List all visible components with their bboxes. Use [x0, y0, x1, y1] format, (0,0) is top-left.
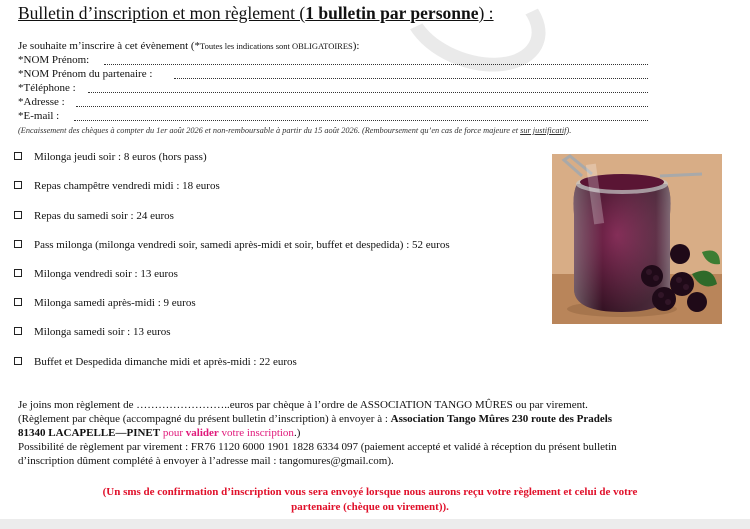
option-pass-milonga[interactable] [14, 239, 450, 251]
payment-line-5: d’inscription dûment complété à envoyer à l’adresse mail : tangomures@gmail.com). [18, 455, 394, 467]
refund-note [18, 126, 571, 135]
address-field-input[interactable] [76, 106, 648, 107]
option-label: Milonga jeudi soir : 8 euros (hors pass) [34, 151, 207, 163]
association-address: Association Tango Mûres 230 route des Pradels [390, 413, 613, 425]
intro-main: Je souhaite m’inscrire à cet évènement (* [18, 40, 201, 52]
option-repas-vendredi[interactable] [14, 180, 220, 192]
payment-line-2 [18, 413, 612, 425]
phone-field-input[interactable] [88, 92, 648, 93]
partner-field-label: *NOM Prénom du partenaire : [18, 68, 153, 80]
checkbox[interactable] [14, 152, 22, 160]
jar-of-blackberry-jam-photo [552, 154, 722, 324]
name-field-input[interactable] [104, 64, 648, 65]
name-field-label: *NOM Prénom: [18, 54, 90, 66]
intro-small: Toutes les indications sont OBLIGATOIRES [200, 41, 353, 51]
option-repas-samedi[interactable] [14, 210, 174, 222]
payment-line-3-end: .) [293, 427, 301, 439]
option-milonga-samedi-apm[interactable] [14, 297, 196, 309]
payment-line-2-text: (Règlement par chèque (accompagné du présent bulletin d’inscription) à envoyer à : [18, 413, 391, 425]
title-end-text: ) : [478, 3, 494, 23]
option-buffet-despedida[interactable] [14, 356, 297, 368]
bottom-bar [0, 519, 750, 529]
option-label: Repas champêtre vendredi midi : 18 euros [34, 180, 220, 192]
option-label: Milonga vendredi soir : 13 euros [34, 268, 178, 280]
checkbox[interactable] [14, 211, 22, 219]
note-end: ). [566, 126, 572, 135]
title-bold-text: 1 bulletin par personne [305, 3, 479, 23]
option-milonga-samedi-soir[interactable] [14, 326, 171, 338]
option-label: Buffet et Despedida dimanche midi et après-midi : 22 euros [34, 356, 297, 368]
email-field-label: *E-mail : [18, 110, 60, 122]
intro-text [18, 40, 360, 52]
option-milonga-jeudi[interactable] [14, 151, 207, 163]
note-underlined: sur justificatif [520, 126, 567, 135]
page-title [18, 3, 494, 24]
partner-field-input[interactable] [174, 78, 648, 79]
payment-line-1: Je joins mon règlement de ……………………..euros par chèque à l’ordre de ASSOCIATION TANGO MÛRES ou par virement. [18, 399, 588, 411]
confirmation-notice [70, 485, 670, 515]
jam-jar-illustration [552, 154, 722, 324]
option-label: Milonga samedi après-midi : 9 euros [34, 297, 196, 309]
association-city: 81340 LACAPELLE—PINET [18, 427, 161, 439]
checkbox[interactable] [14, 240, 22, 248]
note-text: (Encaissement des chèques à compter du 1er août 2026 et non-remboursable à partir du 15 août 2026. (Remboursement qu’en cas de force majeure et [18, 126, 521, 135]
checkbox[interactable] [14, 181, 22, 189]
validate-text-2: votre inscription [218, 427, 294, 439]
confirmation-line-1: (Un sms de confirmation d’inscription vous sera envoyé lorsque nous aurons reçu votre règlement et celui de votre [102, 486, 638, 498]
checkbox[interactable] [14, 269, 22, 277]
payment-line-4: Possibilité de règlement par virement : FR76 1120 6000 1901 1828 6334 097 (paiement accepté et validé à réception du présent bulletin [18, 441, 617, 453]
phone-field-label: *Téléphone : [18, 82, 76, 94]
option-label: Milonga samedi soir : 13 euros [34, 326, 171, 338]
address-field-label: *Adresse : [18, 96, 65, 108]
intro-end: ): [352, 40, 360, 52]
email-field-input[interactable] [74, 120, 648, 121]
payment-line-3 [18, 427, 300, 439]
option-label: Repas du samedi soir : 24 euros [34, 210, 174, 222]
checkbox[interactable] [14, 327, 22, 335]
validate-bold: valider [185, 427, 219, 439]
confirmation-line-2: partenaire (chèque ou virement)). [291, 501, 449, 513]
checkbox[interactable] [14, 298, 22, 306]
option-label: Pass milonga (milonga vendredi soir, samedi après-midi et soir, buffet et despedida) : 52 euros [34, 239, 450, 251]
checkbox[interactable] [14, 357, 22, 365]
option-milonga-vendredi[interactable] [14, 268, 178, 280]
validate-text-1: pour [160, 427, 186, 439]
title-text: Bulletin d’inscription et mon règlement ( [18, 3, 306, 23]
